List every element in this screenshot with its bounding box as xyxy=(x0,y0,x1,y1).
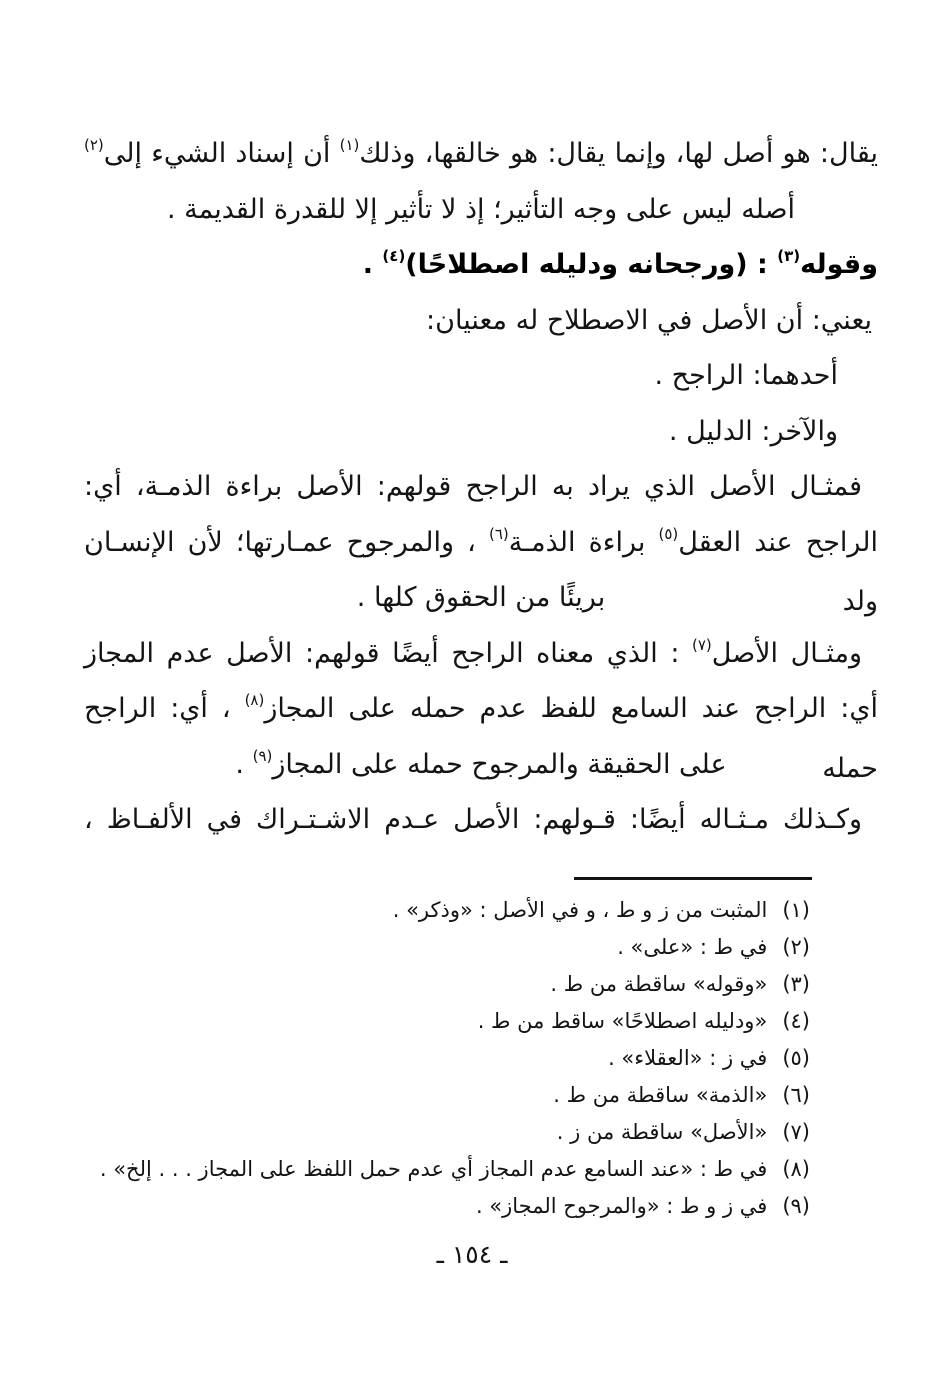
text-segment: يقال: هو أصل لها، وإنما يقال: هو خالقها، وذلك xyxy=(359,138,878,169)
text-line xyxy=(84,237,878,293)
footnote-number: (٤) xyxy=(782,1009,810,1033)
footnote-text: في ز و ط : «والمرجوح المجاز» . xyxy=(475,1194,768,1218)
footnote-text: «الذمة» ساقطة من ط . xyxy=(553,1083,768,1107)
footnote-text: في ط : «عند السامع عدم المجاز أي عدم حمل اللفظ على المجاز . . . إلخ» . xyxy=(99,1157,768,1181)
text-segment: وقوله xyxy=(800,249,878,280)
text-segment: . xyxy=(235,748,253,780)
text-line xyxy=(84,737,878,793)
text-segment: أي: الراجح عند السامع للفظ عدم حمله على المجاز xyxy=(264,693,878,724)
footnote-row xyxy=(90,1188,810,1225)
text-line xyxy=(84,126,878,182)
footnote-text: المثبت من ز و ط ، و في الأصل : «وذكر» . xyxy=(392,898,768,922)
text-line xyxy=(84,348,878,404)
text-segment: ، أي: الراجح حمله xyxy=(84,693,878,784)
main-text-block xyxy=(84,126,878,848)
text-segment: فمثـال الأصل الذي يراد به الراجح قولهم: الأصل براءة الذمـة، أي: xyxy=(84,471,862,502)
text-segment: على الحقيقة والمرجوح حمله على المجاز xyxy=(272,748,727,780)
footnote-separator-rule xyxy=(574,877,812,880)
text-segment: ومثـال الأصل xyxy=(711,637,863,669)
footnote-number: (٧) xyxy=(782,1120,810,1144)
text-line xyxy=(84,626,878,682)
footnote-row xyxy=(90,1077,810,1114)
text-segment: وكـذلك مـثـاله أيضًا: قـولهم: الأصل عـدم الاشـتـراك في الألفـاظ ، xyxy=(84,804,862,835)
footnote-text: «الأصل» ساقطة من ز . xyxy=(556,1120,768,1144)
text-segment: الراجح عند العقل xyxy=(678,526,879,558)
page-number: ـ ١٥٤ ـ xyxy=(436,1240,508,1269)
text-segment: يعني: أن الأصل في الاصطلاح له معنيان: xyxy=(426,304,872,336)
footnote-row xyxy=(90,1003,810,1040)
footnote-row xyxy=(90,966,810,1003)
footnote-row xyxy=(90,1114,810,1151)
text-segment: ، والمرجوح عمـارتها؛ لأن الإنسـان ولد xyxy=(84,526,878,617)
footnote-row xyxy=(90,929,810,966)
footnote-number: (٥) xyxy=(782,1046,810,1070)
text-segment: : الذي معناه الراجح أيضًا قولهم: الأصل عدم المجاز xyxy=(84,637,692,669)
footnote-ref: (٥) xyxy=(658,524,679,543)
footnote-ref: (٦) xyxy=(488,524,509,543)
text-line xyxy=(84,404,878,460)
footnote-row xyxy=(90,1040,810,1077)
footnote-row xyxy=(90,892,810,929)
footnote-number: (٦) xyxy=(782,1083,810,1107)
footnote-ref: (٢) xyxy=(84,136,104,154)
footnote-ref: (٧) xyxy=(691,635,712,654)
footnote-number: (٢) xyxy=(782,935,810,959)
footnote-number: (١) xyxy=(782,898,810,922)
footnotes-block xyxy=(90,892,810,1225)
text-line xyxy=(84,293,878,349)
text-segment: أحدهما: الراجح . xyxy=(654,360,838,391)
text-line xyxy=(84,459,878,515)
text-segment: أصله ليس على وجه التأثير؛ إذ لا تأثير إلا للقدرة القديمة . xyxy=(166,193,796,225)
footnote-text: «ودليله اصطلاحًا» ساقط من ط . xyxy=(477,1009,768,1033)
footnote-text: في ز : «العقلاء» . xyxy=(608,1046,768,1070)
text-segment: : (ورجحانه ودليله اصطلاحًا) xyxy=(405,249,778,280)
footnote-text: «وقوله» ساقطة من ط . xyxy=(550,972,768,996)
text-segment: والآخر: الدليل . xyxy=(668,415,838,447)
text-segment: أن إسناد الشيء إلى xyxy=(103,138,340,169)
footnote-ref: (٣) xyxy=(777,247,801,265)
text-line xyxy=(84,792,878,848)
text-line xyxy=(84,570,878,626)
footnote-row xyxy=(90,1151,810,1188)
text-line xyxy=(84,182,878,238)
footnote-ref: (٤) xyxy=(382,247,406,265)
footnote-text: في ط : «على» . xyxy=(617,935,768,959)
text-segment: بريئًا من الحقوق كلها . xyxy=(356,582,606,613)
footnote-ref: (٩) xyxy=(252,746,273,765)
footnote-number: (٩) xyxy=(782,1194,810,1218)
footnote-number: (٣) xyxy=(782,972,810,996)
footnote-ref: (٨) xyxy=(244,691,265,709)
footnote-ref: (١) xyxy=(339,136,360,154)
footnote-number: (٨) xyxy=(782,1157,810,1181)
text-segment: . xyxy=(362,249,383,280)
text-segment: براءة الذمـة xyxy=(508,526,659,558)
